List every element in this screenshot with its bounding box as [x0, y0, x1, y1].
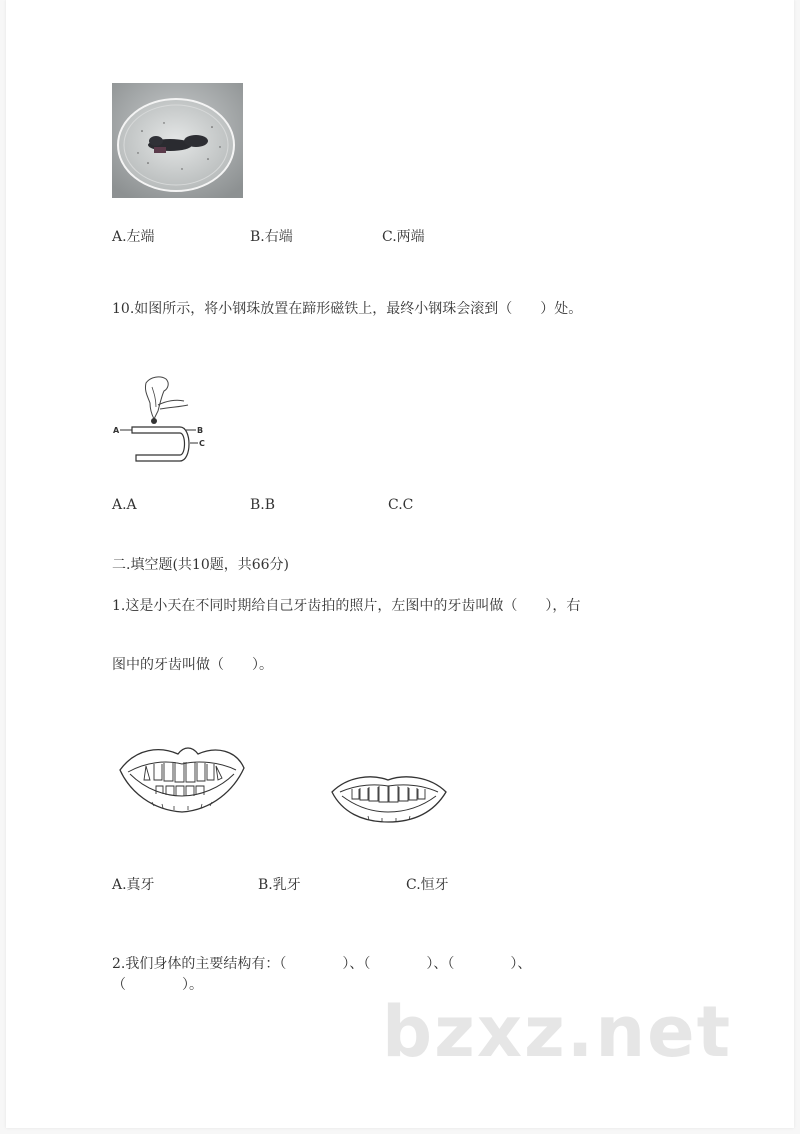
q10-option-c: C.C — [388, 497, 414, 513]
q10-option-a: A.A — [112, 497, 137, 513]
watermark: bzxz.net — [382, 991, 733, 1073]
section-heading: 二.填空题(共10题，共66分) — [112, 557, 290, 573]
q9-option-a: A.左端 — [112, 229, 155, 245]
fill1-question-line1: 1.这是小天在不同时期给自己牙齿拍的照片，左图中的牙齿叫做（ ），右 — [112, 598, 581, 614]
fill1-option-a: A.真牙 — [112, 877, 155, 893]
petri-dish-photo — [112, 83, 243, 198]
fill2-question-line1: 2.我们身体的主要结构有：（ ）、（ ）、（ ）、 — [112, 956, 532, 972]
magnet-label-c: C — [199, 439, 205, 448]
q9-option-c: C.两端 — [382, 229, 425, 245]
q10-option-b: B.B — [250, 497, 276, 513]
fill1-option-b: B.乳牙 — [258, 877, 301, 893]
magnet-label-b: B — [197, 426, 204, 435]
fill2-question-line2: （ ）。 — [112, 977, 203, 993]
baby-teeth-drawing — [116, 740, 248, 814]
fill1-option-c: C.恒牙 — [406, 877, 449, 893]
q10-question: 10.如图所示，将小钢珠放置在蹄形磁铁上，最终小钢珠会滚到（ ）处。 — [112, 301, 583, 317]
horseshoe-magnet-figure — [110, 375, 220, 467]
fill1-question-line2: 图中的牙齿叫做（ ）。 — [112, 657, 273, 673]
permanent-teeth-drawing — [328, 770, 450, 826]
magnet-label-a: A — [113, 426, 120, 435]
q9-option-b: B.右端 — [250, 229, 293, 245]
exam-page — [6, 0, 794, 1128]
